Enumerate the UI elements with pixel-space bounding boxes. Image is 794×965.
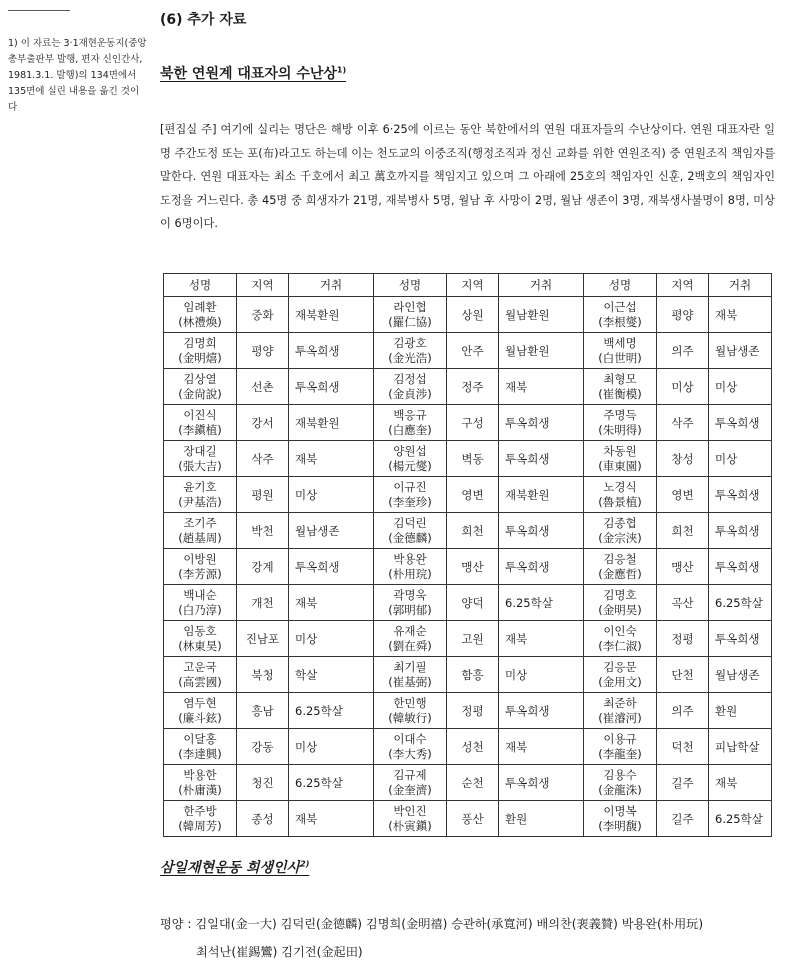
name-cell bbox=[584, 693, 657, 729]
fate-cell: 재북 bbox=[499, 369, 584, 405]
name-cell bbox=[374, 513, 447, 549]
region-cell: 강동 bbox=[237, 729, 289, 765]
region-cell: 길주 bbox=[657, 801, 709, 837]
fate-cell: 미상 bbox=[289, 729, 374, 765]
region-cell: 정평 bbox=[657, 621, 709, 657]
fate-cell: 투옥희생 bbox=[709, 549, 772, 585]
region-cell: 곡산 bbox=[657, 585, 709, 621]
name-hanja: (林東昊) bbox=[178, 638, 222, 653]
name-hangul: 이근섭 bbox=[603, 299, 637, 314]
fate-cell: 투옥희생 bbox=[709, 477, 772, 513]
name-hangul: 이규진 bbox=[393, 479, 427, 494]
name-hanja: (尹基浩) bbox=[178, 494, 222, 509]
name-hangul: 이인숙 bbox=[603, 623, 637, 638]
footnote-marker: 1) bbox=[336, 65, 347, 75]
name-hangul: 김덕린 bbox=[393, 515, 427, 530]
column-header: 성명 bbox=[584, 274, 657, 297]
name-hanja: (廉斗鉉) bbox=[178, 710, 222, 725]
name-hangul: 차동원 bbox=[603, 443, 637, 458]
name-hangul: 이명복 bbox=[603, 803, 637, 818]
name-cell bbox=[164, 513, 237, 549]
region-cell: 정주 bbox=[447, 369, 499, 405]
fate-cell: 재북 bbox=[709, 297, 772, 333]
name-hanja: (郭明郁) bbox=[388, 602, 432, 617]
name-hanja: (李龍奎) bbox=[598, 746, 642, 761]
fate-cell: 투옥희생 bbox=[499, 693, 584, 729]
name-hanja: (金貞涉) bbox=[388, 386, 432, 401]
name-hanja: (韓周芳) bbox=[178, 818, 222, 833]
footnote-rule bbox=[8, 10, 70, 11]
fate-cell: 6.25학살 bbox=[289, 765, 374, 801]
name-hangul: 이대수 bbox=[393, 731, 427, 746]
table-header-row bbox=[164, 274, 772, 297]
name-hanja: (崔衡模) bbox=[598, 386, 642, 401]
name-hanja: (車東園) bbox=[598, 458, 642, 473]
name-hangul: 김정섭 bbox=[393, 371, 427, 386]
name-cell bbox=[584, 405, 657, 441]
column-header: 지역 bbox=[237, 274, 289, 297]
fate-cell: 6.25학살 bbox=[499, 585, 584, 621]
name-hanja: (白世明) bbox=[598, 350, 642, 365]
table-row bbox=[164, 801, 772, 837]
name-cell bbox=[584, 585, 657, 621]
name-hangul: 최준하 bbox=[603, 695, 637, 710]
region-cell: 평양 bbox=[657, 297, 709, 333]
name-cell bbox=[164, 297, 237, 333]
table-row bbox=[164, 477, 772, 513]
name-hangul: 이방원 bbox=[183, 551, 217, 566]
name-cell bbox=[164, 477, 237, 513]
fate-cell: 월남생존 bbox=[709, 333, 772, 369]
name-hangul: 김명호 bbox=[603, 587, 637, 602]
name-cell bbox=[584, 297, 657, 333]
region-cell: 안주 bbox=[447, 333, 499, 369]
name-cell bbox=[374, 585, 447, 621]
name-cell bbox=[374, 441, 447, 477]
name-hanja: (崔基弼) bbox=[388, 674, 432, 689]
representatives-table bbox=[163, 273, 772, 837]
region-cell: 영변 bbox=[447, 477, 499, 513]
name-hangul: 유재순 bbox=[393, 623, 427, 638]
fate-cell: 월남생존 bbox=[709, 657, 772, 693]
fate-cell: 투옥희생 bbox=[289, 549, 374, 585]
name-cell bbox=[584, 513, 657, 549]
name-cell bbox=[374, 765, 447, 801]
region-cell: 영변 bbox=[657, 477, 709, 513]
name-cell bbox=[374, 297, 447, 333]
name-hangul: 김상열 bbox=[183, 371, 217, 386]
fate-cell: 투옥희생 bbox=[289, 333, 374, 369]
name-hanja: (李仁淑) bbox=[598, 638, 642, 653]
fate-cell: 투옥희생 bbox=[499, 549, 584, 585]
name-hangul: 김응문 bbox=[603, 659, 637, 674]
name-hangul: 김규제 bbox=[393, 767, 427, 782]
name-cell bbox=[164, 765, 237, 801]
name-hangul: 김명희 bbox=[183, 335, 217, 350]
name-hangul: 곽명욱 bbox=[393, 587, 427, 602]
region-cell: 박천 bbox=[237, 513, 289, 549]
name-cell bbox=[374, 693, 447, 729]
fate-cell: 투옥희생 bbox=[709, 513, 772, 549]
name-cell bbox=[374, 729, 447, 765]
victims-list-line: 평양 : 김일대(金一大) 김덕린(金德麟) 김명희(金明禧) 승관하(承寬河) 배의찬(裵義贊) 박용완(朴用玩) bbox=[160, 917, 704, 931]
region-cell: 길주 bbox=[657, 765, 709, 801]
name-cell bbox=[584, 477, 657, 513]
table-row bbox=[164, 297, 772, 333]
region-cell: 청진 bbox=[237, 765, 289, 801]
region-cell: 정평 bbox=[447, 693, 499, 729]
fate-cell: 재북환원 bbox=[289, 297, 374, 333]
name-hangul: 염두현 bbox=[183, 695, 217, 710]
region-cell: 북청 bbox=[237, 657, 289, 693]
name-cell bbox=[164, 729, 237, 765]
region-cell: 상원 bbox=[447, 297, 499, 333]
footnote-marker: 2) bbox=[300, 859, 310, 869]
name-hanja: (李芳源) bbox=[178, 566, 222, 581]
region-cell: 중화 bbox=[237, 297, 289, 333]
region-cell: 단천 bbox=[657, 657, 709, 693]
table-row bbox=[164, 333, 772, 369]
footnote: 1) 이 자료는 3·1재현운동지(중앙총부출판부 발행, 편자 신인간사, 1981.3.1. 발행)의 134면에서 135면에 실린 내용을 옮긴 것이다 bbox=[8, 38, 147, 113]
name-cell bbox=[164, 549, 237, 585]
name-hangul: 이달홍 bbox=[183, 731, 217, 746]
fate-cell: 투옥희생 bbox=[709, 621, 772, 657]
fate-cell: 학살 bbox=[289, 657, 374, 693]
name-hangul: 백세명 bbox=[603, 335, 637, 350]
name-hangul: 라인협 bbox=[393, 299, 427, 314]
name-hanja: (朴寅鎭) bbox=[388, 818, 432, 833]
name-cell bbox=[374, 657, 447, 693]
name-hangul: 조기주 bbox=[183, 515, 217, 530]
name-cell bbox=[374, 369, 447, 405]
name-hanja: (金光浩) bbox=[388, 350, 432, 365]
region-cell: 맹산 bbox=[447, 549, 499, 585]
name-cell bbox=[164, 405, 237, 441]
fate-cell: 투옥희생 bbox=[499, 765, 584, 801]
name-cell bbox=[584, 657, 657, 693]
column-header: 거취 bbox=[709, 274, 772, 297]
name-hangul: 양원섭 bbox=[393, 443, 427, 458]
column-header: 지역 bbox=[447, 274, 499, 297]
column-header: 성명 bbox=[374, 274, 447, 297]
name-hanja: (金尙說) bbox=[178, 386, 222, 401]
victims-list-line: 최석난(崔錫鸞) 김기전(金起田) bbox=[196, 945, 363, 959]
subtitle-text: 북한 연원계 대표자의 수난상 bbox=[160, 66, 337, 82]
name-hanja: (崔濬河) bbox=[598, 710, 642, 725]
name-hangul: 박인진 bbox=[393, 803, 427, 818]
name-cell bbox=[164, 585, 237, 621]
subtitle-text: 삼일재현운동 희생인사 bbox=[160, 860, 301, 876]
name-hanja: (魯景植) bbox=[598, 494, 642, 509]
region-cell: 희천 bbox=[447, 513, 499, 549]
name-hangul: 윤기호 bbox=[183, 479, 217, 494]
name-hanja: (趙基周) bbox=[178, 530, 222, 545]
region-cell: 의주 bbox=[657, 693, 709, 729]
region-cell: 평원 bbox=[237, 477, 289, 513]
name-hangul: 주명득 bbox=[603, 407, 637, 422]
name-hanja: (李達興) bbox=[178, 746, 222, 761]
region-cell: 순천 bbox=[447, 765, 499, 801]
fate-cell: 투옥희생 bbox=[499, 513, 584, 549]
name-cell bbox=[164, 369, 237, 405]
name-cell bbox=[164, 333, 237, 369]
fate-cell: 월남생존 bbox=[289, 513, 374, 549]
table-row bbox=[164, 693, 772, 729]
table-row bbox=[164, 513, 772, 549]
name-hanja: (金龍洙) bbox=[598, 782, 642, 797]
name-cell bbox=[584, 369, 657, 405]
name-hangul: 김광호 bbox=[393, 335, 427, 350]
column-header: 지역 bbox=[657, 274, 709, 297]
fate-cell: 재북 bbox=[289, 441, 374, 477]
fate-cell: 환원 bbox=[499, 801, 584, 837]
name-hangul: 임동호 bbox=[183, 623, 217, 638]
region-cell: 흥남 bbox=[237, 693, 289, 729]
name-hanja: (金德麟) bbox=[388, 530, 432, 545]
name-hanja: (楊元燮) bbox=[388, 458, 432, 473]
name-hangul: 백내순 bbox=[183, 587, 217, 602]
name-hanja: (張大吉) bbox=[178, 458, 222, 473]
region-cell: 개천 bbox=[237, 585, 289, 621]
name-cell bbox=[584, 549, 657, 585]
region-cell: 강서 bbox=[237, 405, 289, 441]
name-cell bbox=[374, 621, 447, 657]
name-hanja: (金應哲) bbox=[598, 566, 642, 581]
fate-cell: 월남환원 bbox=[499, 333, 584, 369]
region-cell: 희천 bbox=[657, 513, 709, 549]
region-cell: 양덕 bbox=[447, 585, 499, 621]
name-cell bbox=[584, 765, 657, 801]
region-cell: 구성 bbox=[447, 405, 499, 441]
name-hanja: (白應奎) bbox=[388, 422, 432, 437]
name-hanja: (金奎濟) bbox=[388, 782, 432, 797]
name-hanja: (白乃淳) bbox=[178, 602, 222, 617]
fate-cell: 미상 bbox=[709, 441, 772, 477]
fate-cell: 피납학살 bbox=[709, 729, 772, 765]
fate-cell: 환원 bbox=[709, 693, 772, 729]
fate-cell: 6.25학살 bbox=[289, 693, 374, 729]
name-hangul: 고운국 bbox=[183, 659, 217, 674]
name-hangul: 김종협 bbox=[603, 515, 637, 530]
name-cell bbox=[584, 729, 657, 765]
table-row bbox=[164, 657, 772, 693]
name-hangul: 박용완 bbox=[393, 551, 427, 566]
region-cell: 선촌 bbox=[237, 369, 289, 405]
column-header: 성명 bbox=[164, 274, 237, 297]
name-hangul: 한민행 bbox=[393, 695, 427, 710]
region-cell: 풍산 bbox=[447, 801, 499, 837]
region-cell: 강계 bbox=[237, 549, 289, 585]
name-cell bbox=[374, 333, 447, 369]
table-body bbox=[164, 297, 772, 837]
name-cell bbox=[164, 441, 237, 477]
name-hanja: (金明昊) bbox=[598, 602, 642, 617]
name-cell bbox=[584, 441, 657, 477]
fate-cell: 투옥희생 bbox=[499, 441, 584, 477]
name-hanja: (金宗浹) bbox=[598, 530, 642, 545]
name-cell bbox=[374, 477, 447, 513]
table-row bbox=[164, 621, 772, 657]
fate-cell: 재북 bbox=[289, 801, 374, 837]
name-cell bbox=[584, 621, 657, 657]
name-hangul: 김용수 bbox=[603, 767, 637, 782]
table-row bbox=[164, 729, 772, 765]
subtitle-victims bbox=[160, 857, 309, 877]
name-hangul: 이진식 bbox=[183, 407, 217, 422]
name-hanja: (林禮煥) bbox=[178, 314, 222, 329]
name-hangul: 최기필 bbox=[393, 659, 427, 674]
name-hanja: (劉在舜) bbox=[388, 638, 432, 653]
fate-cell: 월남환원 bbox=[499, 297, 584, 333]
editorial-note: [편집실 주] 여기에 실리는 명단은 해방 이후 6·25에 이르는 동안 북한에서의 연원 대표자들의 수난상이다. 연원 대표자란 일명 주간도정 또는 포(布)라고도 하는데 이는 천도교의 이중조직(행정조직과 정신 교화를 위한 연원조직) 중 연원조직 책임자를 말한다. 연원 대표자는 최소 千호에서 최고 萬호까지를 책임지고 있으며 그 아래에 25호의 책임자인 신훈, 2백호의 책임자인 도정을 거느린다. 총 45명 중 희생자가 21명, 재북병사 5명, 월남 후 사망이 2명, 월남 생존이 3명, 재북생사불명이 8명, 미상이 6명이다. bbox=[160, 123, 775, 230]
name-hangul: 장대길 bbox=[183, 443, 217, 458]
fate-cell: 6.25학살 bbox=[709, 585, 772, 621]
region-cell: 평양 bbox=[237, 333, 289, 369]
name-hangul: 노경식 bbox=[603, 479, 637, 494]
table-row bbox=[164, 765, 772, 801]
section-title: (6) 추가 자료 bbox=[160, 12, 247, 28]
region-cell: 삭주 bbox=[237, 441, 289, 477]
name-hanja: (金用文) bbox=[598, 674, 642, 689]
name-hangul: 임례환 bbox=[183, 299, 217, 314]
name-hanja: (李明馥) bbox=[598, 818, 642, 833]
name-hanja: (高雲國) bbox=[178, 674, 222, 689]
table-row bbox=[164, 441, 772, 477]
region-cell: 고원 bbox=[447, 621, 499, 657]
name-hangul: 김응철 bbox=[603, 551, 637, 566]
column-header: 거취 bbox=[289, 274, 374, 297]
name-cell bbox=[164, 657, 237, 693]
fate-cell: 미상 bbox=[709, 369, 772, 405]
fate-cell: 투옥희생 bbox=[289, 369, 374, 405]
region-cell: 맹산 bbox=[657, 549, 709, 585]
region-cell: 벽동 bbox=[447, 441, 499, 477]
name-hanja: (李奎珍) bbox=[388, 494, 432, 509]
region-cell: 의주 bbox=[657, 333, 709, 369]
region-cell: 창성 bbox=[657, 441, 709, 477]
region-cell: 삭주 bbox=[657, 405, 709, 441]
subtitle-north-korea-representatives bbox=[160, 63, 346, 83]
name-hanja: (朴庸漢) bbox=[178, 782, 222, 797]
region-cell: 진남포 bbox=[237, 621, 289, 657]
name-cell bbox=[164, 693, 237, 729]
name-cell bbox=[374, 801, 447, 837]
name-hangul: 백응규 bbox=[393, 407, 427, 422]
region-cell: 미상 bbox=[657, 369, 709, 405]
name-hangul: 박용한 bbox=[183, 767, 217, 782]
name-hangul: 이용규 bbox=[603, 731, 637, 746]
fate-cell: 6.25학살 bbox=[709, 801, 772, 837]
table-row bbox=[164, 369, 772, 405]
fate-cell: 재북환원 bbox=[499, 477, 584, 513]
region-cell: 덕천 bbox=[657, 729, 709, 765]
name-hangul: 최형모 bbox=[603, 371, 637, 386]
fate-cell: 투옥희생 bbox=[499, 405, 584, 441]
fate-cell: 재북 bbox=[499, 621, 584, 657]
name-hanja: (李鎭植) bbox=[178, 422, 222, 437]
name-hanja: (李根燮) bbox=[598, 314, 642, 329]
fate-cell: 미상 bbox=[289, 477, 374, 513]
name-hanja: (韓敏行) bbox=[388, 710, 432, 725]
name-cell bbox=[374, 549, 447, 585]
name-cell bbox=[374, 405, 447, 441]
name-hanja: (羅仁協) bbox=[388, 314, 432, 329]
column-header: 거취 bbox=[499, 274, 584, 297]
fate-cell: 재북환원 bbox=[289, 405, 374, 441]
region-cell: 종성 bbox=[237, 801, 289, 837]
fate-cell: 미상 bbox=[289, 621, 374, 657]
fate-cell: 재북 bbox=[289, 585, 374, 621]
fate-cell: 미상 bbox=[499, 657, 584, 693]
name-hanja: (金明熺) bbox=[178, 350, 222, 365]
name-hanja: (李大秀) bbox=[388, 746, 432, 761]
fate-cell: 재북 bbox=[709, 765, 772, 801]
region-cell: 성천 bbox=[447, 729, 499, 765]
name-cell bbox=[584, 801, 657, 837]
table-row bbox=[164, 549, 772, 585]
name-cell bbox=[164, 621, 237, 657]
name-cell bbox=[164, 801, 237, 837]
name-hangul: 한주방 bbox=[183, 803, 217, 818]
fate-cell: 투옥희생 bbox=[709, 405, 772, 441]
name-cell bbox=[584, 333, 657, 369]
region-cell: 함흥 bbox=[447, 657, 499, 693]
table-row bbox=[164, 585, 772, 621]
name-hanja: (朴用琓) bbox=[388, 566, 432, 581]
fate-cell: 재북 bbox=[499, 729, 584, 765]
table-row bbox=[164, 405, 772, 441]
name-hanja: (朱明得) bbox=[598, 422, 642, 437]
